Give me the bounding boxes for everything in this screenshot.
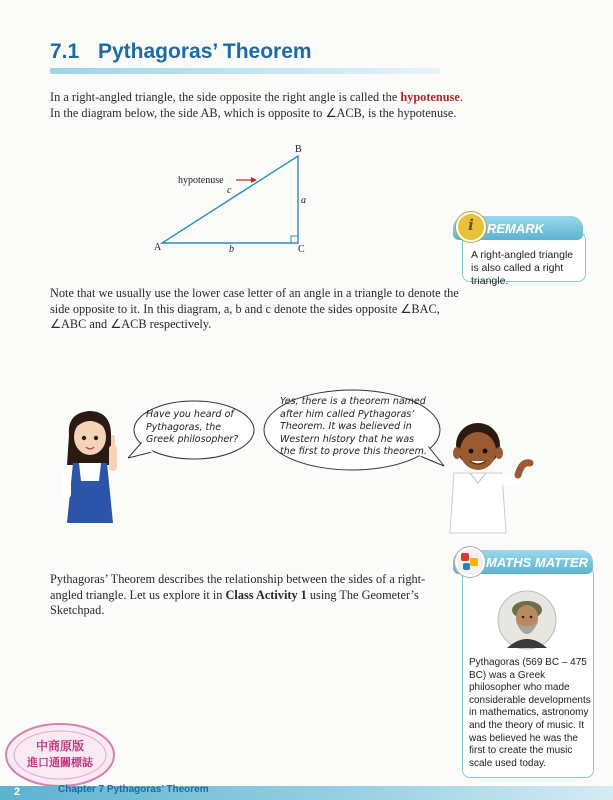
girl-speech-text: Have you heard of Pythagoras, the Greek philosopher? bbox=[146, 409, 239, 445]
stamp-line1: 中商原版 bbox=[35, 739, 85, 753]
vertex-c-label: C bbox=[298, 244, 305, 255]
explore-text-pre: Pythagoras’ Theorem describes the relationship between the sides of a right-angled triangle. Let us explore it in bbox=[50, 572, 426, 602]
page-number: 2 bbox=[14, 786, 21, 798]
boy-speech-text: Yes, there is a theorem named after him called Pythagoras’ Theorem. It was believed in Western history that he was the first to prove this theorem. bbox=[280, 396, 427, 457]
title-underline bbox=[50, 68, 440, 74]
side-a-label: a bbox=[301, 195, 306, 206]
note-paragraph: Note that we usually use the lower case letter of an angle in a triangle to denote the side opposite to it. In this diagram, a, b and c denote the sides opposite ∠BAC, ∠ABC and ∠ACB respectively. bbox=[50, 286, 459, 331]
remark-tag: REMARK bbox=[487, 221, 545, 236]
section-number: 7.1 bbox=[50, 40, 80, 63]
intro-paragraph bbox=[50, 90, 470, 121]
vertex-b-label: B bbox=[295, 144, 302, 155]
intro-line1-post: . bbox=[459, 90, 463, 104]
class-activity-link: Class Activity 1 bbox=[225, 587, 307, 602]
maths-matter-tag: MATHS MATTER bbox=[486, 555, 589, 570]
stamp-line2: 進口通關標誌 bbox=[27, 756, 93, 769]
remark-text: A right-angled triangle is also called a right triangle. bbox=[471, 249, 574, 287]
triangle-shape bbox=[162, 156, 298, 243]
info-icon: i bbox=[456, 212, 486, 242]
right-angle-mark bbox=[291, 236, 298, 243]
explore-text-post: using The Geometer’s Sketchpad. bbox=[50, 587, 419, 617]
intro-line2: In the diagram below, the side AB, which is opposite to ∠ACB, is the hypotenuse. bbox=[50, 105, 457, 120]
boy-illustration bbox=[440, 415, 540, 535]
side-b-label: b bbox=[229, 244, 234, 255]
dice-icon bbox=[455, 547, 485, 577]
vertex-a-label: A bbox=[154, 242, 162, 253]
chapter-label: Chapter 7 Pythagoras’ Theorem bbox=[58, 784, 209, 795]
hypotenuse-label: hypotenuse bbox=[178, 175, 224, 186]
side-c-label: c bbox=[227, 185, 232, 196]
section-title: Pythagoras’ Theorem bbox=[98, 40, 312, 63]
girl-illustration bbox=[55, 405, 130, 530]
pythagoras-portrait bbox=[497, 590, 557, 650]
import-stamp-seal bbox=[4, 722, 116, 788]
maths-matter-text: Pythagoras (569 BC – 475 BC) was a Greek philosopher who made considerable developments in mathematics, astronomy and the theory of music. It was believed he was the first to create the music scale used today. bbox=[469, 657, 591, 769]
hypotenuse-term: hypotenuse bbox=[400, 90, 460, 104]
explore-paragraph bbox=[50, 572, 450, 619]
intro-line1-pre: In a right-angled triangle, the side opposite the right angle is called the bbox=[50, 90, 401, 104]
